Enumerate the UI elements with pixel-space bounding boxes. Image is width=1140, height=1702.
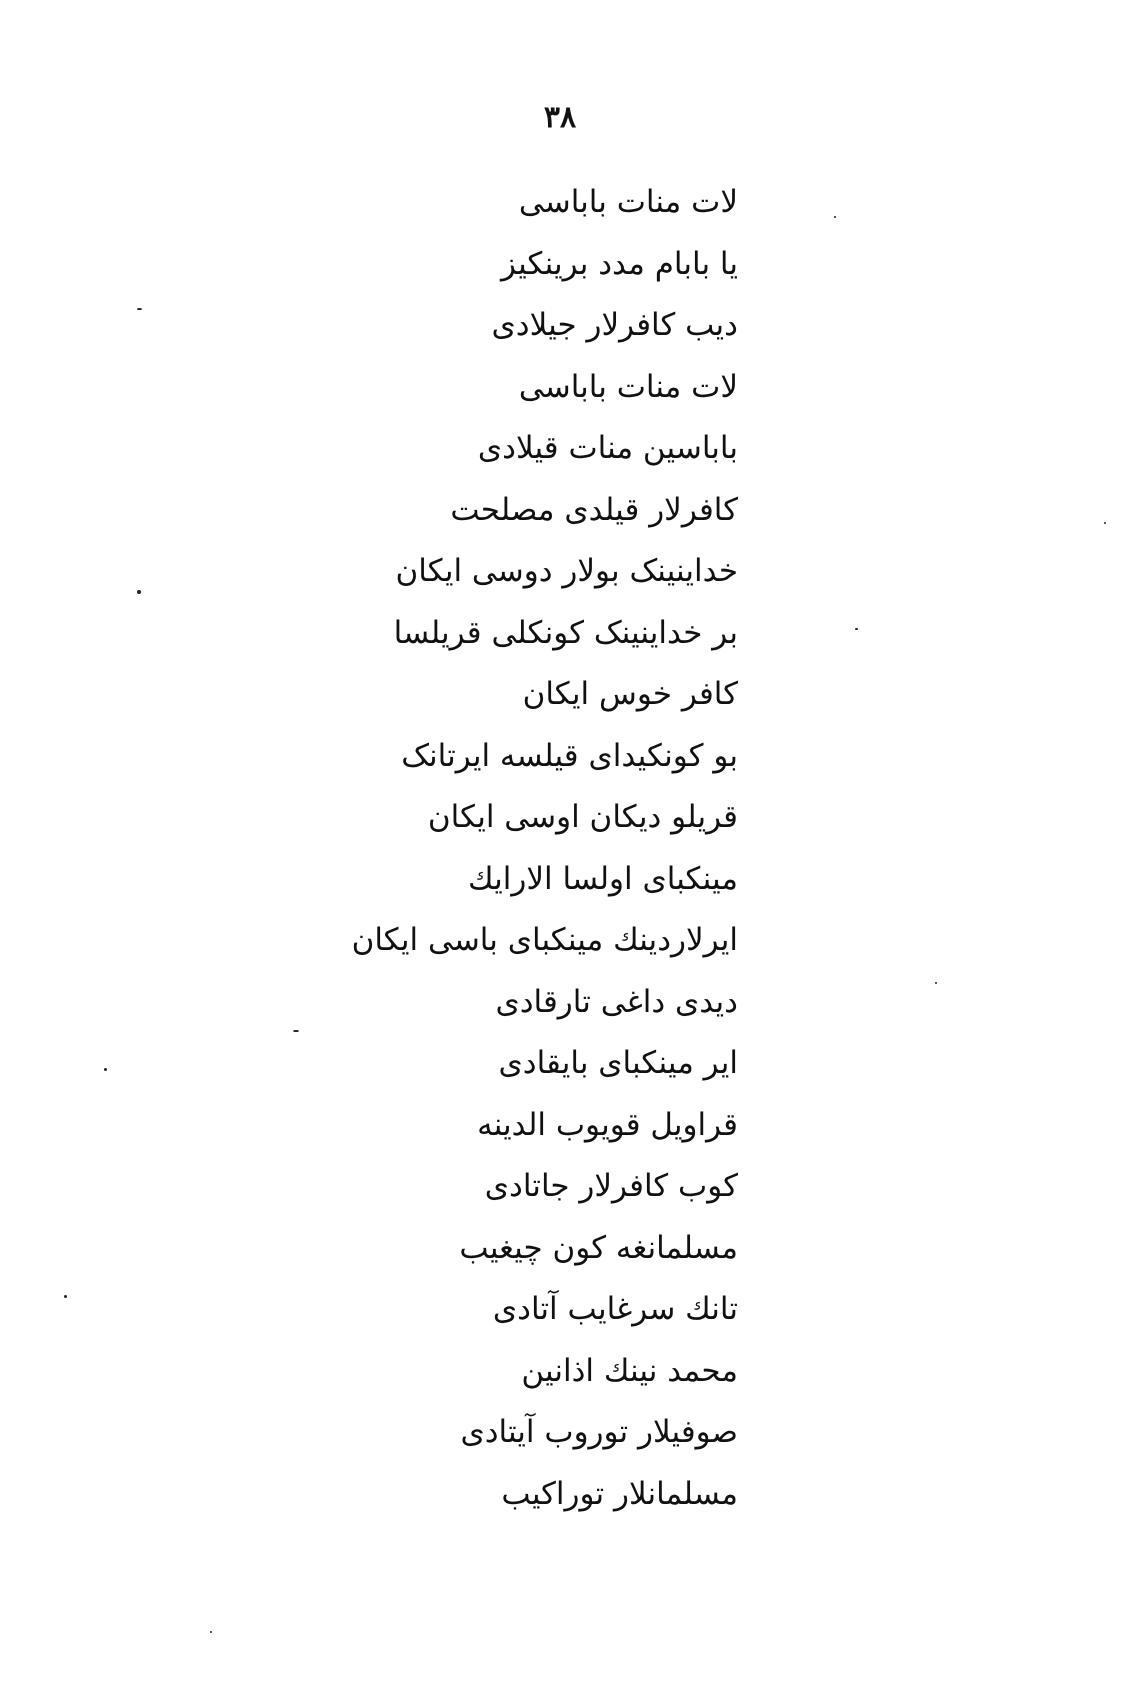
verse-line: مسلمانغه کون چیغیب <box>459 1229 738 1266</box>
scan-speck <box>104 1068 107 1071</box>
verse-line: دیب کافرلار جیلادی <box>491 307 738 343</box>
verse-line: تانك سرغایب آتادی <box>492 1291 738 1327</box>
verse-line: مینکبای اولسا الارایك <box>468 860 738 897</box>
verse-line: صوفیلار توروب آیتادی <box>460 1414 738 1450</box>
verse-line: بر خداینینک کونکلی قریلسا <box>393 614 738 651</box>
verse-line: لات منات باباسی <box>518 368 738 405</box>
verse-line: یا بابام مدد برینکیز <box>501 245 738 282</box>
verse-line: کوب کافرلار جاتادی <box>484 1168 738 1204</box>
verse-line: قریلو دیکان اوسی ایکان <box>427 799 738 835</box>
page-number: ۳۸ <box>543 100 577 135</box>
scan-speck <box>1104 522 1106 524</box>
verse-line: دیدی داغی تارقادی <box>495 983 738 1020</box>
poem-verses <box>218 172 738 1525</box>
scan-speck <box>855 628 858 630</box>
scan-speck <box>64 1295 67 1298</box>
verse-line: لات منات باباسی <box>518 184 738 220</box>
scan-speck <box>137 308 142 310</box>
scan-speck <box>137 590 141 594</box>
verse-line: بو کونکیدای قیلسه ایرتانک <box>401 737 738 774</box>
verse-line: باباسین منات قیلادی <box>477 430 738 466</box>
scan-speck <box>210 1631 212 1633</box>
verse-line: خداینینک بولار دوسی ایکان <box>395 553 738 589</box>
scan-speck <box>935 982 937 984</box>
verse-line: مسلمانلار توراکیب <box>501 1475 738 1512</box>
verse-line: محمد نینك اذانین <box>521 1352 738 1389</box>
verse-line: ایر مینکبای بایقادی <box>498 1045 738 1081</box>
scan-speck <box>834 216 836 218</box>
verse-line: قراویل قویوب الدینه <box>477 1106 738 1143</box>
verse-line: ایرلاردینك مینکبای باسی ایکان <box>351 922 738 958</box>
verse-line: کافرلار قیلدی مصلحت <box>450 491 738 528</box>
scan-speck <box>293 1030 299 1032</box>
verse-line: کافر خوس ایکان <box>522 676 738 712</box>
